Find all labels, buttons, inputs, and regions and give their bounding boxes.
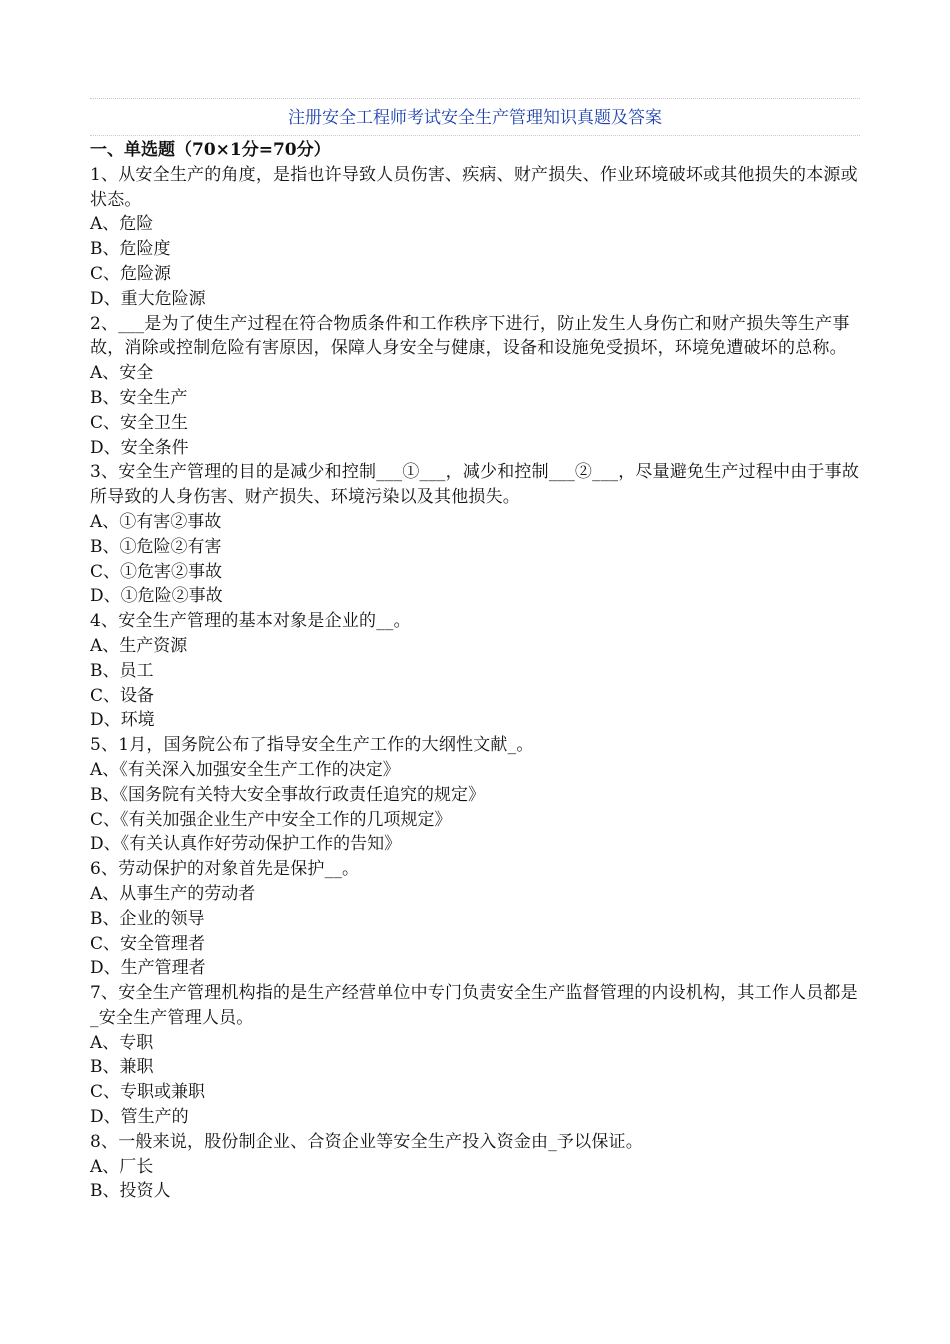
q7-option-b: B、兼职 <box>90 1057 154 1078</box>
question-4: 4、安全生产管理的基本对象是企业的__。 <box>90 611 411 632</box>
q4-option-c: C、设备 <box>90 685 155 706</box>
q6-option-b: B、企业的领导 <box>90 908 205 929</box>
question-3: 3、安全生产管理的目的是减少和控制___①___，减少和控制___②___，尽量避免生产过程中由于事故所导致的人身伤害、财产损失、环境污染以及其他损失。 <box>90 462 860 508</box>
q2-option-b: B、安全生产 <box>90 387 188 408</box>
question-1: 1、从安全生产的角度，是指也许导致人员伤害、疾病、财产损失、作业环境破坏或其他损失的本源或状态。 <box>90 164 858 210</box>
q5-option-c: C、《有关加强企业生产中安全工作的几项规定》 <box>90 809 452 830</box>
q1-option-d: D、重大危险源 <box>90 288 206 309</box>
q3-option-c: C、①危害②事故 <box>90 561 223 582</box>
question-8: 8、一般来说，股份制企业、合资企业等安全生产投入资金由_予以保证。 <box>90 1131 643 1152</box>
q8-option-b: B、投资人 <box>90 1181 171 1202</box>
section-heading: 一、单选题（70×1分=70分） <box>90 140 331 160</box>
q7-option-a: A、专职 <box>90 1032 154 1053</box>
question-2: 2、___是为了使生产过程在符合物质条件和工作秩序下进行，防止发生人身伤亡和财产损失等生产事故，消除或控制危险有害原因，保障人身安全与健康，设备和设施免受损坏，环境免遭破坏的总称。 <box>90 313 850 359</box>
q3-option-b: B、①危险②有害 <box>90 536 222 557</box>
q5-option-d: D、《有关认真作好劳动保护工作的告知》 <box>90 834 402 855</box>
q7-option-d: D、管生产的 <box>90 1107 189 1128</box>
header-divider-bottom <box>90 135 860 136</box>
q5-option-b: B、《国务院有关特大安全事故行政责任追究的规定》 <box>90 784 485 805</box>
q6-option-d: D、生产管理者 <box>90 958 206 979</box>
q6-option-a: A、从事生产的劳动者 <box>90 883 256 904</box>
q6-option-c: C、安全管理者 <box>90 933 206 954</box>
q1-option-b: B、危险度 <box>90 239 171 260</box>
document-title: 注册安全工程师考试安全生产管理知识真题及答案 <box>288 108 662 128</box>
question-6: 6、劳动保护的对象首先是保护__。 <box>90 859 360 880</box>
q1-option-c: C、危险源 <box>90 263 172 284</box>
q2-option-a: A、安全 <box>90 363 154 384</box>
q5-option-a: A、《有关深入加强安全生产工作的决定》 <box>90 759 400 780</box>
document-body <box>90 138 860 1204</box>
q4-option-a: A、生产资源 <box>90 635 188 656</box>
q3-option-a: A、①有害②事故 <box>90 511 222 532</box>
q8-option-a: A、厂长 <box>90 1156 154 1177</box>
q2-option-c: C、安全卫生 <box>90 412 189 433</box>
question-7: 7、安全生产管理机构指的是生产经营单位中专门负责安全生产监督管理的内设机构，其工作人员都是_安全生产管理人员。 <box>90 983 858 1028</box>
q4-option-d: D、环境 <box>90 710 155 731</box>
q1-option-a: A、危险 <box>90 214 154 235</box>
q3-option-d: D、①危险②事故 <box>90 586 223 607</box>
header-divider-top <box>90 98 860 99</box>
question-5: 5、1月，国务院公布了指导安全生产工作的大纲性文献_。 <box>90 735 534 756</box>
q2-option-d: D、安全条件 <box>90 437 189 458</box>
q7-option-c: C、专职或兼职 <box>90 1082 206 1103</box>
q4-option-b: B、员工 <box>90 660 154 681</box>
